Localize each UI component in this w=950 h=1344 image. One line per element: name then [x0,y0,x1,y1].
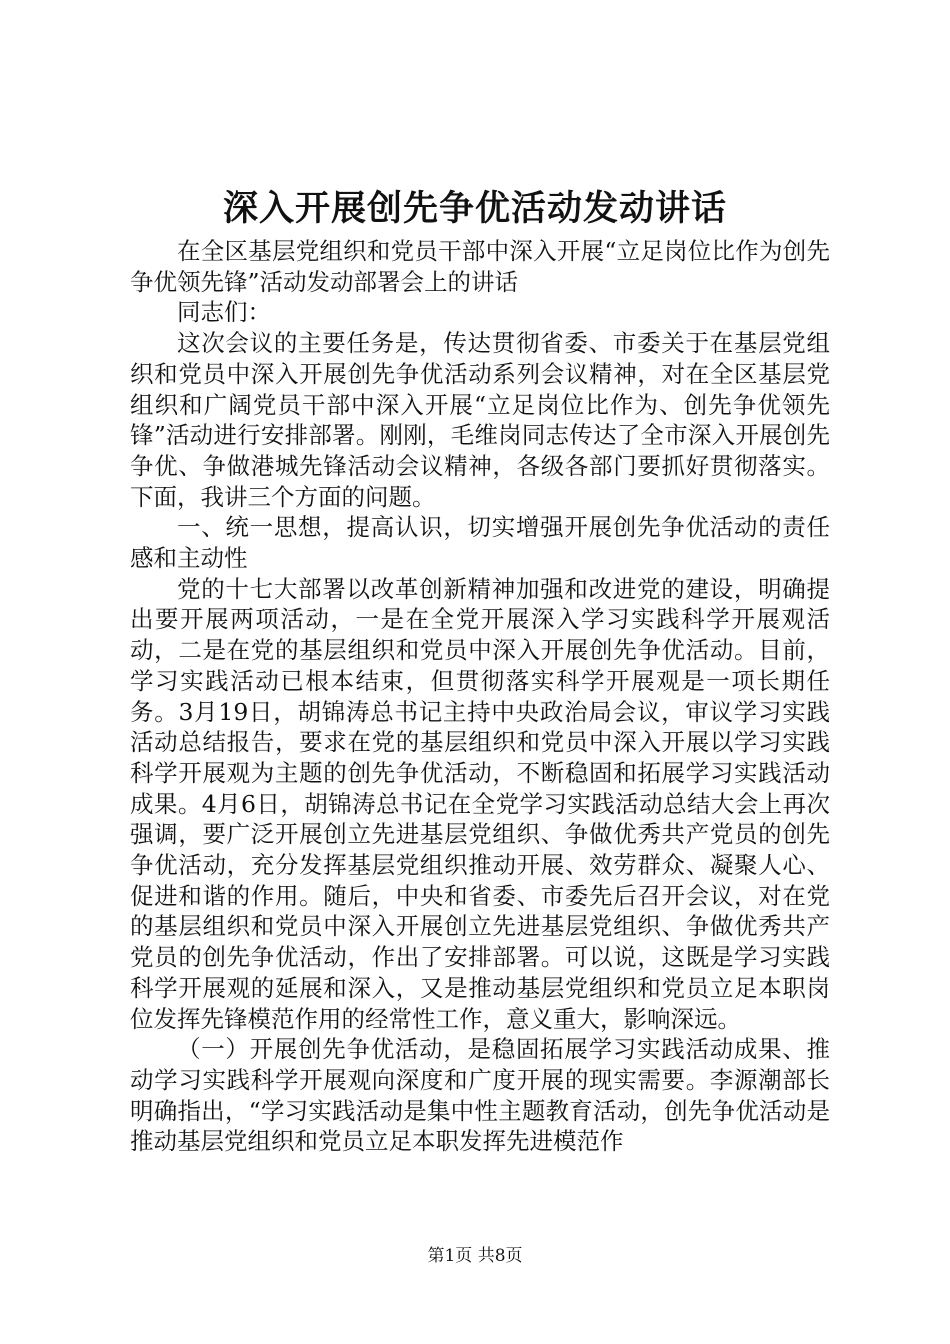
paragraph-salutation: 同志们： [177,298,271,327]
document-title: 深入开展创先争优活动发动讲话 [222,188,727,229]
paragraph-section-heading-1: 一、统一思想，提高认识，切实增强开展创先争优活动的责任感和主动性 [130,513,830,573]
paragraph-background: 党的十七大部署以改革创新精神加强和改进党的建设，明确提出要开展两项活动，一是在全党开展深入学习实践科学开展观活动，二是在党的基层组织和党员中深入开展创先争优活动。目前，学习实践活动已根本结束，但贯彻落实科学开展观是一项长期任务。3月19日，胡锦涛总书记主持中央政治局会议，审议学习实践活动总结报告，要求在党的基层组织和党员中深入开展以学习实践科学开展观为主题的创先争优活动，不断稳固和拓展学习实践活动成果。4月6日，胡锦涛总书记在全党学习实践活动总结大会上再次强调，要广泛开展创立先进基层党组织、争做优秀共产党员的创先争优活动，充分发挥基层党组织推动开展、效劳群众、凝聚人心、促进和谐的作用。随后，中央和省委、市委先后召开会议，对在党的基层组织和党员中深入开展创立先进基层党组织、争做优秀共产党员的创先争优活动，作出了安排部署。可以说，这既是学习实践科学开展观的延展和深入，又是推动基层党组织和党员立足本职岗位发挥先锋模范作用的经常性工作，意义重大，影响深远。 [130,574,830,1033]
document-body [130,236,830,1157]
page-footer: 第1页 共8页 [427,1246,523,1266]
paragraph-subtitle: 在全区基层党组织和党员干部中深入开展“立足岗位比作为创先争优领先锋”活动发动部署会上的讲话 [130,237,830,296]
paragraph-point-1: （一）开展创先争优活动，是稳固拓展学习实践活动成果、推动学习实践科学开展观向深度和广度开展的现实需要。李源潮部长明确指出，“学习实践活动是集中性主题教育活动，创先争优活动是推动基层党组织和党员立足本职发挥先进模范作 [130,1035,830,1156]
paragraph-intro: 这次会议的主要任务是，传达贯彻省委、市委关于在基层党组织和党员中深入开展创先争优活动系列会议精神，对在全区基层党组织和广阔党员干部中深入开展“立足岗位比作为、创先争优领先锋”活动进行安排部署。刚刚，毛维岗同志传达了全市深入开展创先争优、争做港城先锋活动会议精神，各级各部门要抓好贯彻落实。下面，我讲三个方面的问题。 [130,329,830,511]
